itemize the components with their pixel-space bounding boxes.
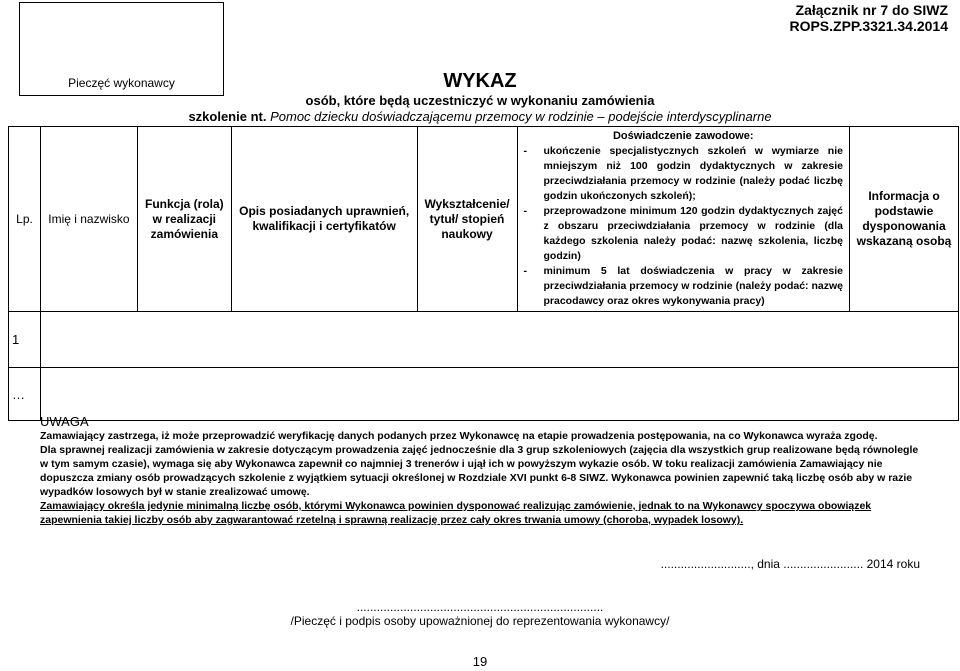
col-header-experience xyxy=(517,127,849,312)
note-minimum-staff: Zamawiający określa jedynie minimalną liczbę osób, którymi Wykonawca powinien dysponować realizując zamówienie, jednak to na Wykonawcy spoczywa obowiązek zapewnienia takiej liczby osób aby zagwarantować rzetelną i sprawną realizację przez cały okres trwania umowy (choroba, wypadek losowy). xyxy=(40,500,872,526)
training-topic-text: Pomoc dziecku doświadczającemu przemocy w rodzinie – podejście interdyscyplinarne xyxy=(270,109,772,124)
date-line: ..........................., dnia ........................ 2014 roku xyxy=(660,557,920,571)
table-header-row xyxy=(9,127,959,312)
col-header-lp: Lp. xyxy=(9,127,41,312)
note-trainers: Dla sprawnej realizacji zamówienia w zakresie dotyczącym prowadzenia zajęć jednocześnie dla 3 grup szkoleniowych (zajęcia dla wszystkich grup realizowane będą równolegle w tym samym czasie), wymaga się aby Wykonawca zapewnił co najmniej 3 trenerów i ujął ich w powyższym wykazie osób. W toku realizacji zamówienia Zamawiający nie dopuszcza zmiany osób prowadzących szkolenie z wyjątkiem sytuacji określonej w Rozdziale XVI punkt 6-8 SIWZ. Wykonawca powinien zapewnić taką liczbę osób aby w razie wypadków losowych był w stanie zrealizować umowę. xyxy=(40,444,919,498)
experience-item-2-text: przeprowadzone minimum 120 godzin dydaktycznych zajęć z obszaru przeciwdziałania przemocy w rodzinie xyxy=(543,205,843,232)
annex-line-1: Załącznik nr 7 do SIWZ xyxy=(795,2,948,18)
col-header-function: Funkcja (rola) w realizacji zamówienia xyxy=(137,127,231,312)
row-content xyxy=(40,368,958,421)
annex-reference xyxy=(789,2,948,34)
notes-section xyxy=(40,414,920,527)
notes-heading: UWAGA xyxy=(40,414,89,429)
stamp-label: Pieczęć wykonawcy xyxy=(68,76,175,90)
row-number: … xyxy=(9,368,41,421)
experience-item-2: - przeprowadzone minimum 120 godzin dydaktycznych zajęć z obszaru przeciwdziałania przemocy w rodzinie (dla każdego szkolenia należy podać: nazwę szkolenia, liczbę godzin) xyxy=(523,205,843,262)
document-title: WYKAZ xyxy=(443,70,517,92)
training-prefix: szkolenie nt. xyxy=(188,109,267,124)
signature-line: .......................................................................... xyxy=(356,600,604,614)
document-subtitle: osób, które będą uczestniczyć w wykonaniu zamówienia xyxy=(305,93,655,108)
experience-item-1-bold: (należy podać liczbę godzin ukończonych szkoleń); xyxy=(543,175,843,202)
training-topic xyxy=(0,109,960,124)
row-number: 1 xyxy=(9,312,41,368)
annex-line-2: ROPS.ZPP.3321.34.2014 xyxy=(789,18,948,34)
col-header-qualifications: Opis posiadanych uprawnień, kwalifikacji i certyfikatów xyxy=(231,127,417,312)
col-header-name: Imię i nazwisko xyxy=(40,127,137,312)
col-header-info: Informacja o podstawie dysponowania wskazaną osobą xyxy=(849,127,958,312)
experience-item-1: - ukończenie specjalistycznych szkoleń w wymiarze nie mniejszym niż 100 godzin dydaktycznych w zakresie przeciwdziałania przemocy w rodzinie (należy podać liczbę godzin ukończonych szkoleń); xyxy=(523,145,843,202)
experience-item-3-bold: (należy podać: nazwę pracodawcy oraz okres wykonywania pracy) xyxy=(543,280,843,307)
col-header-education: Wykształcenie/ tytuł/ stopień naukowy xyxy=(417,127,517,312)
row-content xyxy=(40,312,958,368)
experience-item-2-bold: (dla każdego szkolenia należy podać: nazwę szkolenia, liczbę godzin) xyxy=(543,220,843,262)
table-row xyxy=(9,368,959,421)
experience-item-3-text: minimum 5 lat doświadczenia w pracy w zakresie przeciwdziałania przemocy w rodzinie xyxy=(543,265,843,292)
note-verification: Zamawiający zastrzega, iż może przeprowadzić weryfikację danych podanych przez Wykonawcę na etapie prowadzenia postępowania, na co Wykonawca wyraża zgodę. xyxy=(40,430,878,442)
experience-title: Doświadczenie zawodowe: xyxy=(612,130,754,142)
experience-item-3: - minimum 5 lat doświadczenia w pracy w zakresie przeciwdziałania przemocy w rodzinie (należy podać: nazwę pracodawcy oraz okres wykonywania pracy) xyxy=(523,265,843,307)
table-row xyxy=(9,312,959,368)
staff-table xyxy=(8,126,959,421)
signature-label: /Pieczęć i podpis osoby upoważnionej do reprezentowania wykonawcy/ xyxy=(290,614,670,628)
page-number: 19 xyxy=(472,654,488,669)
experience-item-1-text: ukończenie specjalistycznych szkoleń w wymiarze nie mniejszym niż 100 godzin dydaktycznych w zakresie przeciwdziałania przemocy w rodzinie xyxy=(543,145,843,187)
